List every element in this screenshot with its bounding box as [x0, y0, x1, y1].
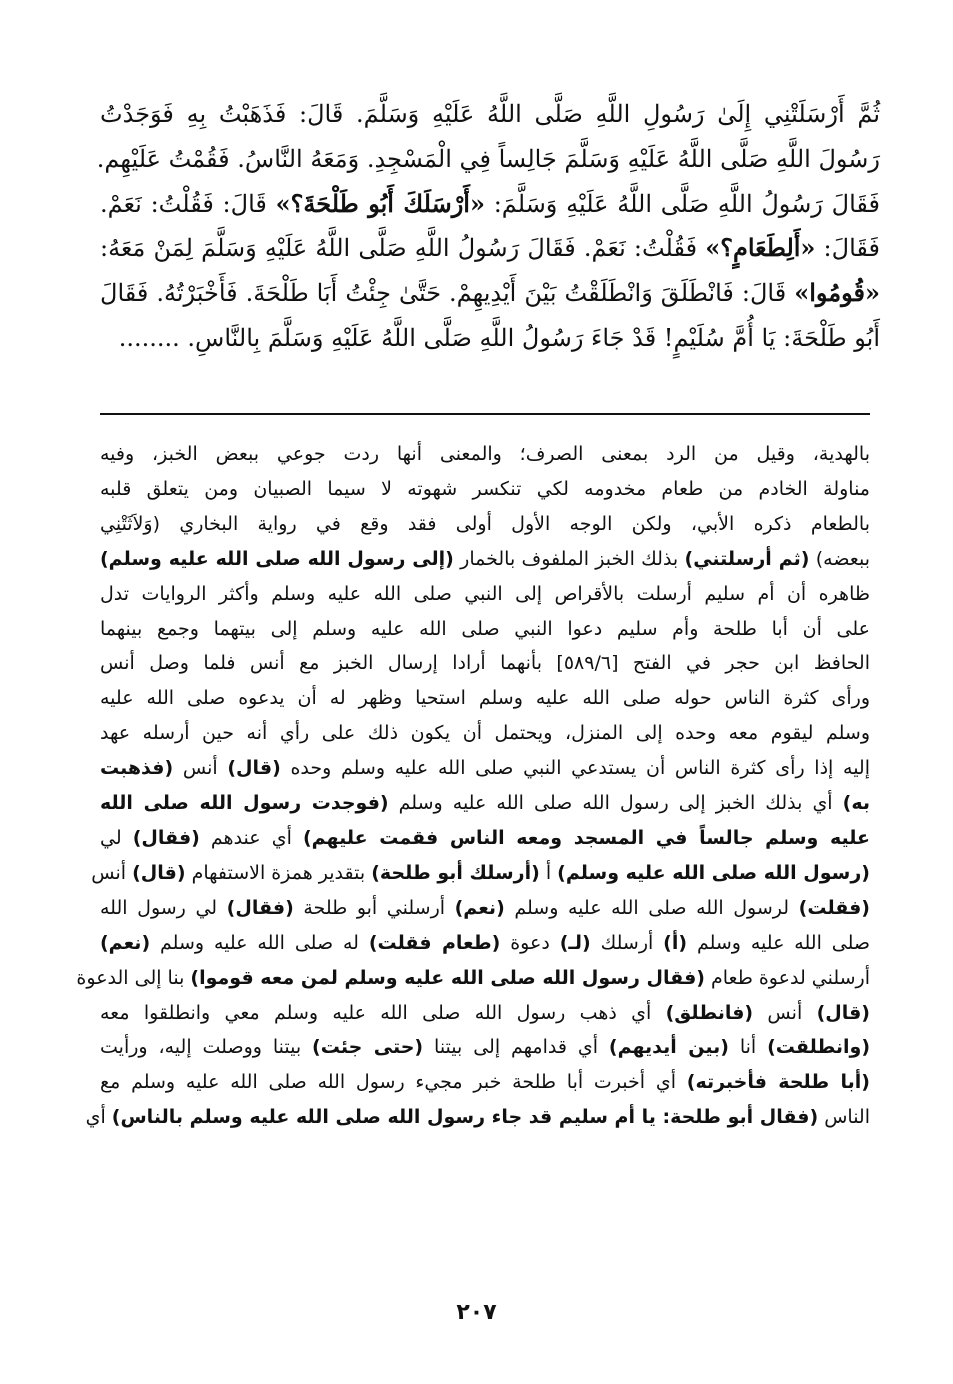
- page-number: ٢٠٧: [456, 1300, 497, 1325]
- bold-quote-segment: (فذهبت: [100, 757, 174, 780]
- commentary-line: [100, 507, 870, 542]
- text-segment: بتقدير همزة الاستفهام: [185, 861, 372, 884]
- hadith-line: [100, 316, 880, 361]
- text-segment: أنس: [173, 757, 228, 780]
- text-segment: لرسول الله صلى الله عليه وسلم: [504, 896, 799, 919]
- text-segment: ببعضه): [809, 547, 870, 570]
- text-segment: الناس: [818, 1106, 870, 1129]
- hadith-line: [100, 226, 880, 271]
- bold-quote-segment: (فقلت): [798, 896, 870, 919]
- bold-quote-segment: عليه وسلم جالساً في المسجد ومعه الناس فقمت عليهم): [302, 826, 870, 849]
- bold-quote-segment: (طعام فقلت): [368, 931, 501, 954]
- commentary-line: [100, 1030, 870, 1065]
- text-segment: فَقَالَ رَسُولُ اللَّهِ صَلَّى اللَّهُ عَلَيْهِ وَسَلَّمَ:: [484, 189, 881, 218]
- text-segment: على أن أبا طلحة وأم سليم دعوا النبي صلى الله عليه وسلم إلى بيتهما وجمع بينهما: [100, 617, 870, 640]
- commentary-line: [100, 891, 870, 926]
- bold-quote-segment: (بين أيديهم): [608, 1036, 729, 1059]
- commentary-line: [100, 926, 870, 961]
- bold-quote-segment: (فقال أبو طلحة: يا أم سليم قد جاء رسول الله صلى الله عليه وسلم بالناس): [111, 1106, 819, 1129]
- hadith-text-block: [96, 92, 881, 361]
- footnote-divider-line: [100, 413, 870, 415]
- bold-quote-segment: (أرسلك أبو طلحة): [371, 861, 540, 884]
- bold-quote-segment: (أ): [663, 931, 688, 954]
- bold-quote-segment: (حتى جئت): [312, 1036, 424, 1059]
- hadith-line: [100, 92, 880, 137]
- bold-quote-segment: (فقال رسول الله صلى الله عليه وسلم لمن معه قوموا): [190, 966, 705, 989]
- hadith-line: [96, 137, 880, 182]
- bold-quote-segment: (نعم): [454, 896, 505, 919]
- bold-quote-segment: (رسول الله صلى الله عليه وسلم): [557, 861, 870, 884]
- bold-quote-segment: (نعم): [100, 931, 151, 954]
- text-segment: بالهدية، وقيل من الرد بمعنى الصرف؛ والمعنى أنها ردت جوعي ببعض الخبز، وفيه: [100, 443, 870, 465]
- text-segment: بيتنا ووصلت إليه، ورأيت: [100, 1036, 313, 1059]
- text-segment: أنا: [728, 1036, 768, 1059]
- text-segment: فَقَالَ:: [815, 234, 881, 263]
- text-segment: أي ذهب رسول الله صلى الله عليه وسلم معي وانطلقوا معه: [100, 1001, 666, 1024]
- commentary-line: [100, 1065, 870, 1100]
- text-segment: بنا إلى الدعوة: [76, 966, 191, 989]
- text-segment: أرسلني أبو طلحة: [293, 896, 455, 919]
- commentary-line: [100, 681, 870, 716]
- commentary-text-block: [76, 437, 871, 1135]
- text-segment: ثُمَّ أَرْسَلَتْنِي إِلَىٰ رَسُولِ اللَّهِ صَلَّى اللَّهُ عَلَيْهِ وَسَلَّمَ. قَالَ: فَذَهَبْتُ بِهِ فَوَجَدْتُ: [100, 100, 880, 128]
- bold-quote-segment: (لـ): [559, 931, 591, 954]
- bold-quote-segment: (ثم أرسلتني): [684, 547, 810, 570]
- bold-quote-segment: (فانطلق): [665, 1001, 754, 1024]
- bold-quote-segment: «قُومُوا»: [794, 278, 880, 308]
- commentary-line: [100, 716, 870, 751]
- text-segment: وسلم ليقوم معه وحده إلى المنزل، ويحتمل أن يكون ذلك على رأي أنه حين أرسله عهد: [100, 722, 870, 745]
- commentary-line: [91, 856, 870, 891]
- commentary-line: [100, 751, 870, 786]
- text-segment: مناولة الخادم من طعام مخدومه لكي تنكسر شهوته لا سيما الصبيان ومن يتعلق قلبه: [100, 477, 870, 500]
- text-segment: قَالَ: فَقُلْتُ: نَعَمْ.: [100, 189, 276, 218]
- text-segment: أَبُو طَلْحَةَ: يَا أُمَّ سُلَيْمٍ! قَدْ جَاءَ رَسُولُ اللَّهِ صَلَّى اللَّهُ عَلَيْهِ وَسَلَّمَ بِالنَّاسِ. ........: [118, 323, 880, 352]
- bold-quote-segment: (أبا طلحة فأخبرته): [686, 1071, 870, 1094]
- bold-quote-segment: (إلى رسول الله صلى الله عليه وسلم): [100, 547, 454, 570]
- commentary-line: [100, 646, 870, 681]
- bold-quote-segment: «أَلِطَعَامٍ؟»: [705, 233, 816, 263]
- commentary-line: [100, 472, 870, 507]
- text-segment: فَقُلْتُ: نَعَمْ. فَقَالَ رَسُولُ اللَّهِ صَلَّى اللَّهُ عَلَيْهِ وَسَلَّمَ لِمَنْ مَعَهُ:: [100, 234, 706, 263]
- bold-quote-segment: (فقال): [226, 896, 294, 919]
- commentary-line: [100, 996, 870, 1031]
- bold-quote-segment: (فقال): [132, 826, 200, 849]
- text-segment: دعوة: [500, 931, 560, 954]
- commentary-line: [100, 437, 870, 472]
- text-segment: أرسلني لدعوة طعام: [704, 966, 870, 989]
- bold-quote-segment: (فوجدت رسول الله صلى الله: [100, 792, 389, 815]
- commentary-line: [76, 961, 870, 996]
- bold-quote-segment: (قال): [132, 861, 186, 884]
- commentary-line: [100, 577, 870, 612]
- text-segment: ظاهره أن أم سليم أرسلت بالأقراص إلى النبي صلى الله عليه وسلم وأكثر الروايات تدل: [100, 582, 870, 605]
- hadith-line: [100, 271, 880, 316]
- text-segment: بذلك الخبز الملفوف بالخمار: [453, 547, 685, 570]
- bold-quote-segment: به): [842, 792, 871, 815]
- commentary-line: [100, 612, 870, 647]
- text-segment: أي عندهم: [199, 826, 303, 849]
- text-segment: إليه إذا رأى كثرة الناس أن يستدعي النبي صلى الله عليه وسلم وحده: [280, 757, 870, 780]
- commentary-line: [100, 542, 870, 577]
- text-segment: أنس: [91, 861, 133, 884]
- text-segment: له صلى الله عليه وسلم: [150, 931, 369, 954]
- text-segment: أ: [539, 861, 558, 884]
- text-segment: ورأى كثرة الناس حوله صلى الله عليه وسلم استحيا وظهر له أن يدعوه صلى الله عليه: [100, 687, 870, 710]
- bold-quote-segment: «أَرْسَلَكَ أَبُو طَلْحَةَ؟»: [275, 188, 485, 218]
- commentary-line: [100, 821, 870, 856]
- hadith-line: [100, 182, 880, 227]
- text-segment: قَالَ: فَانْطَلَقَ وَانْطَلَقْتُ بَيْنَ أَيْدِيهِمْ. حَتَّىٰ جِئْتُ أَبَا طَلْحَةَ. فَأَخْبَرْتُهُ. فَقَالَ: [100, 279, 795, 308]
- text-segment: لي رسول الله: [100, 896, 227, 919]
- text-segment: أي: [85, 1106, 112, 1129]
- text-segment: صلى الله عليه وسلم: [687, 931, 870, 954]
- text-segment: الحافظ ابن حجر في الفتح [٥٨٩/٦] بأنهما أرادا إرسال الخبز مع أنس فلما وصل أنس: [100, 652, 870, 675]
- commentary-line: [100, 786, 870, 821]
- bold-quote-segment: (قال): [816, 1001, 870, 1024]
- text-segment: لي: [100, 826, 133, 849]
- text-segment: أي أخبرت أبا طلحة خبر مجيء رسول الله صلى الله عليه وسلم مع: [100, 1071, 687, 1094]
- text-segment: أرسلك: [590, 931, 664, 954]
- text-segment: رَسُولَ اللَّهِ صَلَّى اللَّهُ عَلَيْهِ وَسَلَّمَ جَالِساً فِي الْمَسْجِدِ. وَمَعَهُ النَّاسُ. فَقُمْتُ عَلَيْهِم.: [96, 144, 880, 173]
- text-segment: بالطعام ذكره الأبي، ولكن الوجه الأول أولى فقد وقع في رواية البخاري (وَلاَثَتْنِي: [100, 512, 870, 535]
- text-segment: أي قدامهم إلى بيتنا: [423, 1036, 609, 1059]
- bold-quote-segment: (وانطلقت): [767, 1036, 871, 1059]
- text-segment: أي بذلك الخبز إلى رسول الله صلى الله عليه وسلم: [388, 792, 843, 815]
- text-segment: أنس: [753, 1001, 817, 1024]
- bold-quote-segment: (قال): [227, 757, 281, 780]
- commentary-line: [85, 1100, 870, 1135]
